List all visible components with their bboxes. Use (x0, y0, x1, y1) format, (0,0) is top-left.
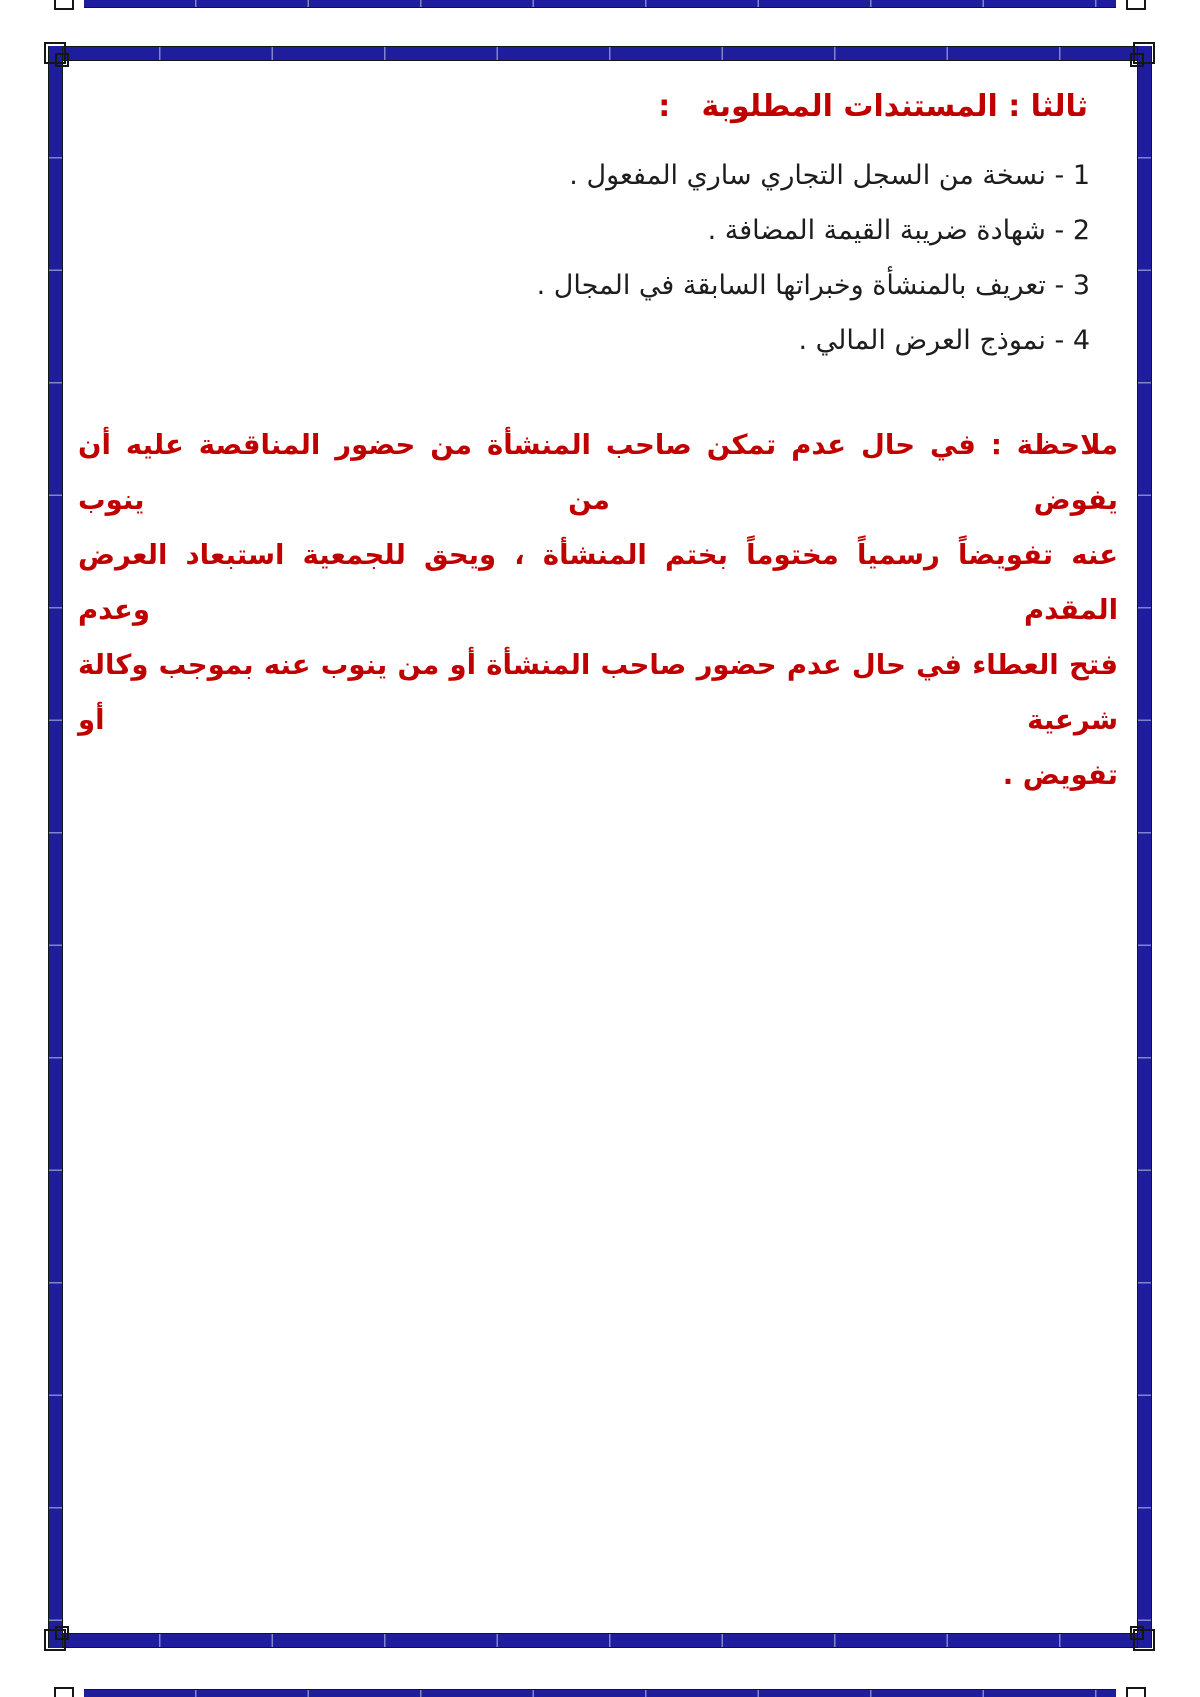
previous-page-corner-ornament-left (54, 0, 74, 10)
note-paragraph (78, 418, 1118, 803)
page-border-band-top (48, 46, 1152, 61)
next-page-corner-ornament-left (54, 1687, 74, 1697)
next-page-border-fragment (84, 1689, 1116, 1697)
ornament-square-small (1130, 53, 1144, 67)
ornament-square-small (1130, 1626, 1144, 1640)
note-line: ملاحظة : في حال عدم تمكن صاحب المنشأة من حضور المناقصة عليه أن يفوض من ينوب (78, 429, 1118, 516)
note-line: تفويض . (1002, 759, 1118, 791)
list-item: 3 - تعريف بالمنشأة وخبراتها السابقة في المجال . (536, 270, 1090, 301)
next-page-corner-ornament-right (1126, 1687, 1146, 1697)
page-border-band-left (48, 46, 63, 1648)
note-line: عنه تفويضاً رسمياً مختوماً بختم المنشأة ، ويحق للجمعية استبعاد العرض المقدم وعدم (78, 539, 1118, 626)
page-border-band-right (1137, 46, 1152, 1648)
required-documents-list (120, 148, 1090, 368)
note-line: فتح العطاء في حال عدم حضور صاحب المنشأة أو من ينوب عنه بموجب وكالة شرعية أو (78, 649, 1118, 736)
ornament-square-small (55, 53, 69, 67)
list-item: 4 - نموذج العرض المالي . (798, 325, 1090, 356)
ornament-square-small (55, 1626, 69, 1640)
list-item: 1 - نسخة من السجل التجاري ساري المفعول . (569, 160, 1090, 191)
border-corner-ornament-top-left (37, 35, 73, 71)
border-corner-ornament-bottom-left (37, 1622, 73, 1658)
border-corner-ornament-bottom-right (1126, 1622, 1162, 1658)
page-border-band-bottom (48, 1633, 1152, 1648)
list-item: 2 - شهادة ضريبة القيمة المضافة . (707, 215, 1090, 246)
previous-page-corner-ornament-right (1126, 0, 1146, 10)
section-heading: ثالثا : المستندات المطلوبة : (658, 89, 1088, 124)
border-corner-ornament-top-right (1126, 35, 1162, 71)
previous-page-border-fragment (84, 0, 1116, 8)
